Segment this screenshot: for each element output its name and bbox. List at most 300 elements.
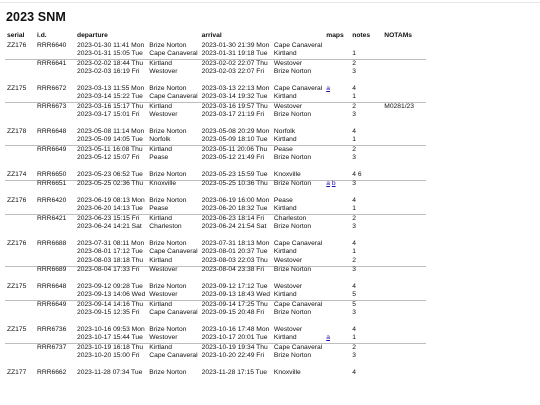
notams-cell [382, 171, 426, 180]
departure-time-cell: 2023-05-12 15:07 Fri [77, 154, 140, 162]
arrival-place-cell: Kirtland [273, 93, 297, 101]
table-row [5, 335, 426, 344]
arrival-time-cell: 2023-09-13 18:43 Wed [201, 291, 270, 299]
notes-cell: 1 [352, 205, 356, 213]
table-row [5, 249, 426, 258]
table-row [5, 197, 426, 206]
maps-cell [324, 335, 350, 344]
flight-id-cell [35, 310, 75, 319]
serial-cell [5, 353, 35, 362]
maps-cell [324, 326, 350, 335]
map-link[interactable]: a [326, 180, 330, 188]
departure-time-cell: 2023-05-25 02:36 Thu [75, 180, 147, 189]
notams-cell: M0281/23 [382, 103, 426, 112]
serial-cell [5, 155, 35, 164]
maps-cell [324, 206, 350, 215]
departure-time-cell: 2023-10-16 09:53 Mon [77, 325, 145, 333]
serial-cell: ZZ175 [7, 84, 27, 92]
notes-cell: 3 [350, 266, 382, 275]
departure-place-cell: Cape Canaveral [149, 93, 198, 101]
flight-id-cell [35, 155, 75, 164]
flight-id-cell [35, 292, 75, 301]
notams-cell [382, 112, 426, 121]
serial-cell: ZZ175 [7, 282, 27, 290]
arrival-place-cell: Kirtland [273, 50, 297, 58]
arrival-place-cell: Charleston [272, 215, 324, 224]
arrival-place-cell: Brize Norton [272, 266, 324, 275]
table-row [5, 353, 426, 362]
arrival-place-cell: Westover [273, 256, 303, 264]
notams-cell [382, 292, 426, 301]
arrival-place-cell: Brize Norton [273, 352, 312, 360]
flight-id-cell [35, 94, 75, 103]
departure-place-cell: Westover [149, 68, 178, 76]
arrival-time-cell: 2023-10-16 17:48 Mon [201, 325, 270, 333]
maps-cell [324, 137, 350, 146]
serial-cell: ZZ175 [7, 325, 27, 333]
arrival-time-cell: 2023-06-23 18:14 Fri [200, 215, 272, 224]
departure-place-cell: Kirtland [147, 146, 199, 155]
maps-cell [324, 51, 350, 60]
table-row [5, 180, 426, 189]
table-row [5, 215, 426, 224]
notes-cell: 2 [350, 103, 382, 112]
serial-cell [5, 146, 35, 155]
flight-id-cell [35, 335, 75, 344]
departure-time-cell: 2023-01-30 11:41 Mon [77, 41, 145, 49]
table-header-row [5, 32, 426, 42]
maps-cell [324, 171, 350, 180]
header-departure: departure [77, 32, 108, 40]
arrival-place-cell: Pease [273, 196, 293, 204]
flight-id-cell: RRR6421 [35, 215, 75, 224]
serial-cell [5, 51, 35, 60]
serial-cell [5, 180, 35, 189]
departure-place-cell: Norfolk [149, 136, 171, 144]
arrival-place-cell: Brize Norton [273, 309, 312, 317]
departure-place-cell: Westover [147, 266, 199, 275]
flight-id-cell [35, 69, 75, 78]
serial-cell [5, 206, 35, 215]
table-row [5, 266, 426, 275]
departure-time-cell: 2023-06-20 14:13 Tue [77, 205, 143, 213]
flight-id-cell: RRR6736 [37, 325, 67, 333]
arrival-time-cell: 2023-08-03 22:03 Thu [201, 256, 268, 264]
arrival-place-cell: Kirtland [273, 248, 297, 256]
arrival-time-cell: 2023-01-30 21:39 Mon [201, 41, 270, 49]
group-spacer [5, 120, 426, 128]
group-spacer [5, 275, 426, 283]
departure-place-cell: Cape Canaveral [149, 352, 198, 360]
notams-cell [382, 249, 426, 258]
maps-cell [324, 266, 350, 275]
departure-time-cell: 2023-07-31 08:11 Mon [77, 239, 145, 247]
table-row [5, 69, 426, 78]
departure-place-cell: Kirtland [147, 344, 199, 353]
arrival-time-cell: 2023-03-16 19:57 Thu [200, 103, 272, 112]
departure-time-cell: 2023-11-28 07:34 Tue [77, 368, 143, 376]
header-maps: maps [326, 32, 344, 40]
arrival-place-cell: Brize Norton [273, 154, 312, 162]
flight-id-cell: RRR6640 [37, 41, 67, 49]
arrival-time-cell: 2023-01-31 19:18 Tue [201, 50, 268, 58]
departure-place-cell: Charleston [149, 223, 182, 231]
arrival-place-cell: Brize Norton [273, 111, 312, 119]
maps-cell [324, 94, 350, 103]
notes-cell: 4 [352, 368, 356, 376]
notes-cell: 3 [352, 352, 356, 360]
table-row [5, 42, 426, 51]
notes-cell: 4 [352, 196, 356, 204]
maps-cell [324, 283, 350, 292]
notams-cell [382, 353, 426, 362]
departure-time-cell: 2023-08-01 17:12 Tue [77, 248, 143, 256]
flight-id-cell [35, 249, 75, 258]
serial-cell [5, 344, 35, 353]
arrival-place-cell: Cape Canaveral [273, 84, 323, 92]
serial-cell: ZZ177 [7, 368, 27, 376]
notams-cell [382, 224, 426, 233]
arrival-time-cell: 2023-10-17 20:01 Tue [201, 334, 268, 342]
group-spacer [5, 232, 426, 240]
departure-place-cell: Brize Norton [149, 368, 187, 376]
arrival-time-cell: 2023-06-24 21:54 Sat [201, 223, 267, 231]
notams-cell [382, 128, 426, 137]
map-link[interactable]: b [331, 180, 336, 188]
flight-id-cell: RRR6648 [37, 127, 67, 135]
maps-cell [324, 369, 350, 378]
arrival-time-cell: 2023-05-08 20:29 Mon [201, 127, 270, 135]
departure-place-cell: Pease [149, 154, 169, 162]
departure-place-cell: Knoxville [147, 180, 199, 189]
arrival-time-cell: 2023-06-20 18:32 Tue [201, 205, 268, 213]
departure-time-cell: 2023-10-17 15:44 Tue [77, 334, 143, 342]
departure-place-cell: Brize Norton [149, 170, 187, 178]
notams-cell [382, 344, 426, 353]
table-row [5, 155, 426, 164]
flight-id-cell: RRR6649 [35, 146, 75, 155]
notes-cell: 2 [350, 146, 382, 155]
notes-cell: 1 [352, 248, 356, 256]
notams-cell [382, 197, 426, 206]
arrival-time-cell: 2023-03-17 21:19 Fri [201, 111, 265, 119]
notes-cell: 2 [350, 60, 382, 69]
maps-cell [324, 292, 350, 301]
departure-time-cell: 2023-10-20 15:00 Fri [77, 352, 140, 360]
serial-cell [5, 69, 35, 78]
arrival-time-cell: 2023-03-13 22:13 Mon [201, 84, 270, 92]
departure-place-cell: Cape Canaveral [149, 248, 198, 256]
arrival-place-cell: Knoxville [273, 368, 301, 376]
notes-cell: 1 [352, 136, 356, 144]
departure-place-cell: Westover [149, 291, 178, 299]
notams-cell [382, 369, 426, 378]
serial-cell [5, 112, 35, 121]
table-row [5, 326, 426, 335]
notams-cell [382, 266, 426, 275]
notams-cell [382, 326, 426, 335]
arrival-time-cell: 2023-05-11 20:06 Thu [200, 146, 272, 155]
serial-cell [5, 301, 35, 310]
departure-place-cell: Brize Norton [149, 41, 187, 49]
departure-time-cell: 2023-01-31 15:05 Tue [77, 50, 143, 58]
departure-place-cell: Kirtland [149, 256, 172, 264]
departure-place-cell: Cape Canaveral [149, 309, 198, 317]
arrival-place-cell: Westover [273, 325, 303, 333]
notams-cell [382, 257, 426, 266]
arrival-place-cell: Brize Norton [273, 223, 312, 231]
flight-id-cell: RRR6688 [37, 239, 67, 247]
notams-cell [382, 137, 426, 146]
departure-time-cell: 2023-09-13 14:06 Wed [77, 291, 146, 299]
departure-place-cell: Brize Norton [149, 239, 187, 247]
serial-cell [5, 224, 35, 233]
arrival-place-cell: Cape Canaveral [273, 343, 323, 351]
notes-cell: 4 [352, 282, 356, 290]
departure-place-cell: Brize Norton [149, 325, 187, 333]
maps-cell [324, 257, 350, 266]
table-row [5, 51, 426, 60]
header-arrival: arrival [201, 32, 222, 40]
notams-cell [382, 94, 426, 103]
departure-place-cell: Brize Norton [149, 282, 187, 290]
flight-id-cell: RRR6662 [37, 368, 67, 376]
departure-place-cell: Brize Norton [149, 84, 187, 92]
arrival-time-cell: 2023-03-14 19:32 Tue [201, 93, 268, 101]
page-title: 2023 SNM [6, 10, 66, 24]
maps-cell [324, 353, 350, 362]
arrival-place-cell: Westover [272, 103, 324, 112]
serial-cell: ZZ176 [7, 239, 27, 247]
table-row [5, 146, 426, 155]
departure-time-cell: 2023-08-03 18:18 Thu [77, 256, 144, 264]
table-row [5, 292, 426, 301]
maps-cell [324, 103, 350, 112]
departure-place-cell: Westover [149, 111, 178, 119]
table-row [5, 224, 426, 233]
departure-time-cell: 2023-10-19 16:18 Thu [75, 344, 147, 353]
departure-place-cell: Kirtland [147, 60, 199, 69]
arrival-time-cell: 2023-05-09 18:10 Tue [201, 136, 268, 144]
maps-cell [324, 112, 350, 121]
serial-cell [5, 94, 35, 103]
notes-cell: 3 [352, 223, 356, 231]
flights-table [5, 32, 426, 378]
serial-cell [5, 266, 35, 275]
departure-time-cell: 2023-08-04 17:33 Fri [75, 266, 147, 275]
arrival-time-cell: 2023-10-20 22:49 Fri [201, 352, 265, 360]
departure-place-cell: Cape Canaveral [149, 50, 198, 58]
flight-id-cell [35, 137, 75, 146]
table-row [5, 112, 426, 121]
arrival-time-cell: 2023-09-14 17:25 Thu [200, 301, 272, 310]
departure-time-cell: 2023-02-02 18:44 Thu [75, 60, 147, 69]
notams-cell [382, 146, 426, 155]
notams-cell [382, 69, 426, 78]
header-notams: NOTAMs [384, 32, 412, 40]
top-divider [0, 2, 540, 3]
flight-id-cell: RRR6672 [37, 84, 67, 92]
notes-cell [350, 42, 382, 51]
maps-cell [324, 69, 350, 78]
departure-time-cell: 2023-05-23 06:52 Tue [77, 170, 143, 178]
flights-table-body [5, 42, 426, 378]
header-notes: notes [352, 32, 371, 40]
maps-cell [324, 215, 350, 224]
arrival-time-cell: 2023-06-19 16:00 Mon [201, 196, 270, 204]
serial-cell [5, 60, 35, 69]
table-row [5, 60, 426, 69]
departure-time-cell: 2023-03-17 15:01 Fri [77, 111, 140, 119]
serial-cell: ZZ174 [7, 170, 27, 178]
departure-time-cell: 2023-09-15 12:35 Fri [77, 309, 140, 317]
serial-cell [5, 257, 35, 266]
notes-cell: 1 [352, 50, 356, 58]
notams-cell [382, 215, 426, 224]
notes-cell: 5 [350, 301, 382, 310]
departure-place-cell: Westover [149, 334, 178, 342]
maps-cell [324, 42, 350, 51]
notes-cell: 5 [352, 291, 356, 299]
map-link[interactable]: a [326, 84, 330, 92]
arrival-place-cell: Westover [273, 282, 303, 290]
arrival-place-cell: Cape Canaveral [273, 300, 323, 308]
departure-place-cell: Kirtland [147, 215, 199, 224]
departure-time-cell: 2023-02-03 16:19 Fri [77, 68, 140, 76]
group-spacer [5, 361, 426, 369]
departure-place-cell: Brize Norton [149, 127, 187, 135]
maps-cell [324, 128, 350, 137]
departure-time-cell: 2023-06-19 08:13 Mon [77, 196, 145, 204]
notams-cell [382, 85, 426, 94]
serial-cell: ZZ176 [7, 196, 27, 204]
arrival-place-cell: Cape Canaveral [273, 41, 323, 49]
notes-cell: 2 [352, 256, 356, 264]
serial-cell [5, 103, 35, 112]
maps-cell [324, 224, 350, 233]
notes-cell: 3 [352, 68, 356, 76]
notes-cell: 3 [350, 180, 382, 189]
notes-cell: 2 [350, 344, 382, 353]
departure-place-cell: Pease [149, 205, 169, 213]
departure-time-cell: 2023-05-08 11:14 Mon [77, 127, 145, 135]
maps-cell [324, 85, 350, 94]
arrival-place-cell: Brize Norton [272, 180, 324, 189]
maps-cell [324, 344, 350, 353]
maps-cell [324, 240, 350, 249]
notes-cell: 3 [352, 111, 356, 119]
arrival-place-cell: Pease [272, 146, 324, 155]
arrival-time-cell: 2023-02-02 22:07 Thu [200, 60, 272, 69]
notams-cell [382, 51, 426, 60]
flight-id-cell: RRR6648 [37, 282, 67, 290]
map-link[interactable]: a [326, 334, 330, 342]
flight-id-cell: RRR6689 [35, 266, 75, 275]
maps-cell [324, 60, 350, 69]
notes-cell: 3 [352, 309, 356, 317]
notes-cell: 4 [352, 84, 356, 92]
table-row [5, 137, 426, 146]
flight-id-cell [35, 353, 75, 362]
flight-id-cell [35, 51, 75, 60]
flight-id-cell: RRR6651 [35, 180, 75, 189]
table-row [5, 344, 426, 353]
arrival-time-cell: 2023-05-12 21:49 Fri [201, 154, 265, 162]
header-id: i.d. [37, 32, 47, 40]
notes-cell: 3 [352, 154, 356, 162]
table-row [5, 171, 426, 180]
notes-cell: 4 [352, 127, 356, 135]
notes-cell: 1 [352, 93, 356, 101]
arrival-time-cell: 2023-08-04 23:38 Fri [200, 266, 272, 275]
arrival-place-cell: Knoxville [273, 170, 301, 178]
notams-cell [382, 283, 426, 292]
table-row [5, 257, 426, 266]
flight-id-cell [35, 224, 75, 233]
notams-cell [382, 310, 426, 319]
table-row [5, 103, 426, 112]
serial-cell: ZZ176 [7, 41, 27, 49]
notes-cell: 4 6 [352, 170, 362, 178]
arrival-time-cell: 2023-09-15 20:48 Fri [201, 309, 265, 317]
group-spacer [5, 77, 426, 85]
serial-cell [5, 249, 35, 258]
table-row [5, 301, 426, 310]
table-row [5, 240, 426, 249]
notams-cell [382, 335, 426, 344]
serial-cell [5, 292, 35, 301]
arrival-place-cell: Kirtland [273, 334, 297, 342]
table-row [5, 206, 426, 215]
arrival-place-cell: Norfolk [273, 127, 296, 135]
departure-time-cell: 2023-03-13 11:55 Mon [77, 84, 145, 92]
notes-cell: 2 [350, 215, 382, 224]
arrival-time-cell: 2023-08-01 20:37 Tue [201, 248, 268, 256]
arrival-time-cell: 2023-11-28 17:15 Tue [201, 368, 267, 376]
table-row [5, 85, 426, 94]
notams-cell [382, 301, 426, 310]
flight-id-cell: RRR6649 [35, 301, 75, 310]
maps-cell [324, 310, 350, 319]
header-serial: serial [7, 32, 25, 40]
notams-cell [382, 206, 426, 215]
flight-id-cell: RRR6650 [37, 170, 67, 178]
flight-id-cell: RRR6673 [35, 103, 75, 112]
arrival-place-cell: Brize Norton [273, 68, 312, 76]
maps-cell [324, 155, 350, 164]
maps-cell [324, 180, 350, 189]
arrival-place-cell: Kirtland [273, 205, 297, 213]
arrival-time-cell: 2023-05-25 10:36 Thu [200, 180, 272, 189]
notes-cell: 1 [352, 334, 356, 342]
departure-time-cell: 2023-05-11 16:08 Thu [75, 146, 147, 155]
serial-cell [5, 335, 35, 344]
departure-place-cell: Kirtland [147, 301, 199, 310]
departure-time-cell: 2023-03-16 15:17 Thu [75, 103, 147, 112]
flight-id-cell [35, 206, 75, 215]
table-row [5, 94, 426, 103]
notes-cell: 4 [352, 325, 356, 333]
maps-cell [324, 197, 350, 206]
departure-place-cell: Kirtland [147, 103, 199, 112]
flight-id-cell [35, 112, 75, 121]
departure-time-cell: 2023-09-12 09:28 Tue [77, 282, 143, 290]
notams-cell [382, 180, 426, 189]
table-row [5, 128, 426, 137]
arrival-place-cell: Cape Canaveral [273, 239, 323, 247]
arrival-time-cell: 2023-10-19 19:34 Thu [200, 344, 272, 353]
notams-cell [382, 60, 426, 69]
